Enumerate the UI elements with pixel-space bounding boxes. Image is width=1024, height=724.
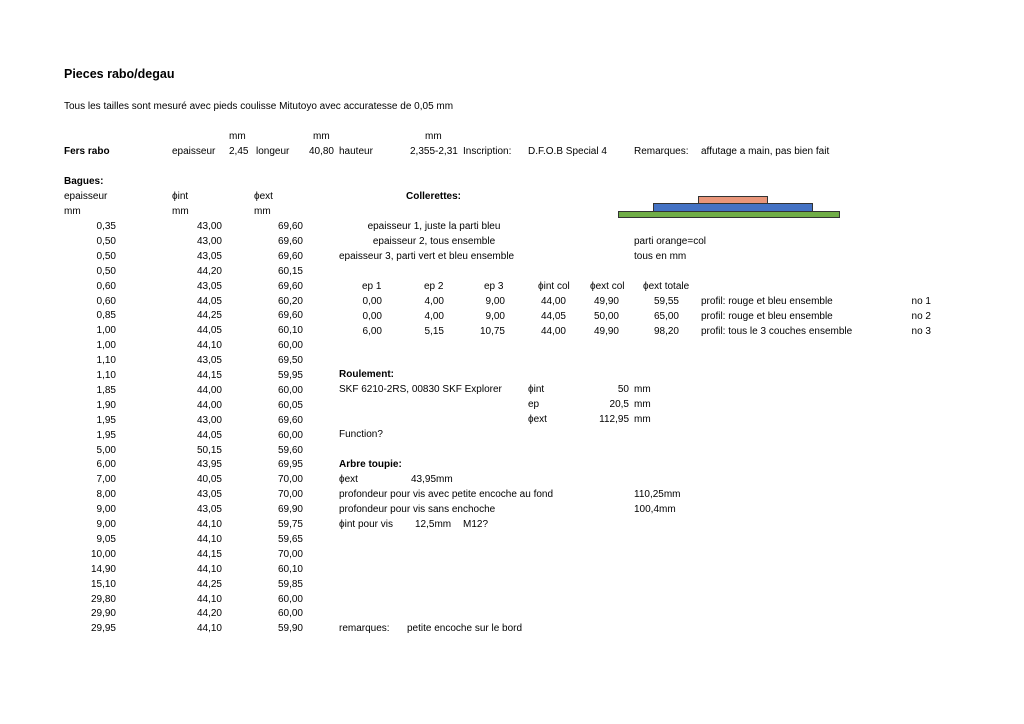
roulement-value: 20,5 xyxy=(609,399,629,410)
bagues-ep-cell: 29,90 xyxy=(90,608,116,620)
collerettes-cell: 98,20 xyxy=(653,325,679,337)
bagues-title: Bagues: xyxy=(64,176,104,187)
fers-rem-label: Remarques: xyxy=(634,146,689,157)
bagues-ext-cell: 69,50 xyxy=(277,355,303,367)
bagues-int-cell: 43,05 xyxy=(196,504,222,516)
bagues-ext-cell: 60,00 xyxy=(277,340,303,352)
bagues-ep-cell: 7,00 xyxy=(96,474,116,486)
roulement-label: ϕext xyxy=(528,414,547,425)
bagues-ext-cell: 60,05 xyxy=(277,399,303,411)
collerettes-cell: 9,00 xyxy=(485,310,505,322)
bagues-ep-cell: 1,00 xyxy=(96,325,116,337)
bagues-int-cell: 43,00 xyxy=(196,221,222,232)
bagues-ext-cell: 60,00 xyxy=(277,608,303,620)
collerettes-cell: 4,00 xyxy=(424,310,444,322)
bagues-ep-cell: 1,10 xyxy=(96,370,116,381)
bagues-ep-cell: 15,10 xyxy=(90,578,116,590)
collerettes-header: ϕext col xyxy=(590,281,625,292)
bagues-int-cell: 44,20 xyxy=(196,265,222,277)
bagues-ext-cell: 59,85 xyxy=(277,578,303,590)
bagues-ep-cell: 8,00 xyxy=(96,489,116,501)
arbre-title: Arbre toupie: xyxy=(339,459,402,470)
collerettes-title: Collerettes: xyxy=(406,191,462,202)
bagues-ep-cell: 0,50 xyxy=(96,235,116,247)
bagues-int-cell: 44,05 xyxy=(196,295,222,307)
bagues-ep-cell: 0,60 xyxy=(96,295,116,307)
bagues-ext-cell: 60,00 xyxy=(277,593,303,605)
bagues-unit: mm xyxy=(172,206,189,217)
roulement-unit: mm xyxy=(634,399,651,410)
bagues-ep-cell: 29,95 xyxy=(90,623,116,635)
bagues-int-cell: 43,00 xyxy=(196,235,222,247)
bagues-ext-cell: 60,00 xyxy=(277,429,303,441)
bagues-int-cell: 44,10 xyxy=(196,563,222,575)
bagues-int-cell: 44,10 xyxy=(196,519,222,530)
bagues-ext-cell: 59,60 xyxy=(277,444,303,456)
bagues-ep-cell: 1,10 xyxy=(96,355,116,367)
bagues-header-ep: epaisseur xyxy=(64,191,108,202)
fers-insc-label: Inscription: xyxy=(463,146,512,157)
bagues-ep-cell: 1,95 xyxy=(96,414,116,426)
arbre-prof1-value: 110,25mm xyxy=(634,489,681,500)
collerettes-header: ep 2 xyxy=(424,281,444,292)
unit-label: mm xyxy=(229,131,246,142)
bagues-header-int: ϕint xyxy=(172,191,189,202)
fers-haut-label: hauteur xyxy=(339,146,373,157)
remarques-label: remarques: xyxy=(339,623,390,634)
fers-haut-value: 2,355-2,31 xyxy=(410,146,458,157)
arbre-ext-value: 43,95mm xyxy=(411,474,453,485)
roulement-model: SKF 6210-2RS, 00830 SKF Explorer xyxy=(339,384,502,395)
bagues-ep-cell: 0,35 xyxy=(96,221,116,232)
collerettes-profil: profil: tous le 3 couches ensemble xyxy=(701,325,853,337)
collerettes-cell: 9,00 xyxy=(485,296,505,307)
bagues-int-cell: 44,10 xyxy=(196,593,222,605)
bagues-int-cell: 43,05 xyxy=(196,280,222,292)
fers-label: Fers rabo xyxy=(64,146,110,157)
bagues-ep-cell: 1,00 xyxy=(96,340,116,352)
collerettes-cell: 4,00 xyxy=(424,296,444,307)
bagues-int-cell: 44,00 xyxy=(196,384,222,396)
bagues-int-cell: 44,10 xyxy=(196,533,222,545)
bagues-int-cell: 44,00 xyxy=(196,399,222,411)
bagues-int-cell: 43,00 xyxy=(196,414,222,426)
subtitle: Tous les tailles sont mesuré avec pieds coulisse Mitutoyo avec accuratesse de 0,05 mm xyxy=(64,101,454,112)
bagues-ep-cell: 0,85 xyxy=(96,310,116,322)
collerettes-cell: 44,05 xyxy=(540,310,566,322)
bagues-ep-cell: 9,05 xyxy=(96,533,116,545)
collerettes-cell: 44,00 xyxy=(540,325,566,337)
bagues-ext-cell: 69,95 xyxy=(277,459,303,471)
unit-label: mm xyxy=(425,131,442,142)
arbre-int-value: 12,5mm xyxy=(415,519,452,530)
arbre-ext-label: ϕext xyxy=(339,474,358,485)
bagues-ext-cell: 69,60 xyxy=(277,221,303,232)
arbre-prof2-value: 100,4mm xyxy=(634,504,676,515)
bagues-ep-cell: 9,00 xyxy=(96,504,116,516)
roulement-function: Function? xyxy=(339,429,383,440)
bagues-unit: mm xyxy=(64,206,81,217)
bagues-ep-cell: 1,85 xyxy=(96,384,116,396)
bagues-ext-cell: 59,90 xyxy=(277,623,303,635)
fers-rem-value: affutage a main, pas bien fait xyxy=(701,146,830,157)
collerettes-header: ϕext totale xyxy=(643,281,690,292)
bagues-ext-cell: 69,90 xyxy=(277,504,303,516)
collerettes-legend-2: tous en mm xyxy=(634,251,687,262)
bagues-ep-cell: 1,95 xyxy=(96,429,116,441)
roulement-unit: mm xyxy=(634,414,651,425)
fers-ep-label: epaisseur xyxy=(172,146,216,157)
bagues-ep-cell: 29,80 xyxy=(90,593,116,605)
bagues-ep-cell: 14,90 xyxy=(90,563,116,575)
collerettes-note-1: epaisseur 1, juste la parti bleu xyxy=(367,221,501,232)
collerettes-no: no 2 xyxy=(911,310,931,322)
fers-long-value: 40,80 xyxy=(308,146,334,157)
collerettes-cell: 59,55 xyxy=(653,296,679,307)
bagues-ext-cell: 69,60 xyxy=(277,235,303,247)
roulement-label: ϕint xyxy=(528,384,545,395)
collerettes-cell: 50,00 xyxy=(593,310,619,322)
bagues-int-cell: 44,05 xyxy=(196,325,222,337)
bagues-ep-cell: 5,00 xyxy=(96,444,116,456)
page-title: Pieces rabo/degau xyxy=(64,67,175,81)
arbre-int-note: M12? xyxy=(463,519,489,530)
collerettes-note-2: epaisseur 2, tous ensemble xyxy=(372,236,496,247)
bagues-ext-cell: 59,95 xyxy=(277,370,303,381)
bagues-int-cell: 44,20 xyxy=(196,608,222,620)
arbre-prof1-label: profondeur pour vis avec petite encoche au fond xyxy=(339,489,554,500)
bagues-int-cell: 43,05 xyxy=(196,355,222,367)
bagues-ep-cell: 0,50 xyxy=(96,265,116,277)
collerettes-note-3: epaisseur 3, parti vert et bleu ensemble xyxy=(339,251,515,262)
bagues-int-cell: 43,05 xyxy=(196,489,222,501)
bagues-ext-cell: 70,00 xyxy=(277,489,303,501)
bagues-ext-cell: 60,10 xyxy=(277,563,303,575)
bagues-ext-cell: 60,20 xyxy=(277,295,303,307)
collerettes-profil: profil: rouge et bleu ensemble xyxy=(701,296,833,307)
bagues-ep-cell: 1,90 xyxy=(96,399,116,411)
bagues-ep-cell: 0,60 xyxy=(96,280,116,292)
collerettes-cell: 49,90 xyxy=(593,296,619,307)
bagues-header-ext: ϕext xyxy=(254,191,273,202)
bagues-ep-cell: 9,00 xyxy=(96,519,116,530)
bagues-ext-cell: 60,00 xyxy=(277,384,303,396)
collerettes-cell: 49,90 xyxy=(593,325,619,337)
bagues-int-cell: 50,15 xyxy=(196,444,222,456)
bagues-ext-cell: 69,60 xyxy=(277,280,303,292)
bagues-ep-cell: 0,50 xyxy=(96,250,116,262)
bagues-ext-cell: 69,60 xyxy=(277,310,303,322)
arbre-int-label: ϕint pour vis xyxy=(339,519,393,530)
roulement-value: 50 xyxy=(617,384,629,395)
collerettes-cell: 10,75 xyxy=(479,325,505,337)
bagues-ep-cell: 10,00 xyxy=(90,548,116,560)
bagues-int-cell: 44,10 xyxy=(196,340,222,352)
bagues-ext-cell: 69,60 xyxy=(277,414,303,426)
bagues-ext-cell: 60,15 xyxy=(277,265,303,277)
collerettes-cell: 44,00 xyxy=(540,296,566,307)
bagues-ep-cell: 6,00 xyxy=(96,459,116,471)
remarques-text: petite encoche sur le bord xyxy=(407,623,523,634)
collerettes-header: ϕint col xyxy=(538,281,570,292)
collerettes-header: ep 3 xyxy=(484,281,504,292)
fers-insc-value: D.F.O.B Special 4 xyxy=(528,146,607,157)
unit-label: mm xyxy=(313,131,330,142)
fers-ep-value: 2,45 xyxy=(229,146,249,157)
bagues-int-cell: 44,25 xyxy=(196,578,222,590)
bagues-int-cell: 44,15 xyxy=(196,548,222,560)
roulement-unit: mm xyxy=(634,384,651,395)
roulement-label: ep xyxy=(528,399,540,410)
bagues-ext-cell: 60,10 xyxy=(277,325,303,337)
bagues-int-cell: 44,10 xyxy=(196,623,222,635)
bagues-ext-cell: 59,65 xyxy=(277,533,303,545)
bagues-int-cell: 43,05 xyxy=(196,250,222,262)
collerettes-header: ep 1 xyxy=(362,281,382,292)
collerettes-cell: 5,15 xyxy=(424,325,444,337)
fers-long-label: longeur xyxy=(256,146,290,157)
arbre-prof2-label: profondeur pour vis sans enchoche xyxy=(339,504,496,515)
collerettes-no: no 1 xyxy=(911,296,931,307)
bagues-ext-cell: 59,75 xyxy=(277,519,303,530)
roulement-title: Roulement: xyxy=(339,369,394,380)
bagues-int-cell: 44,25 xyxy=(196,310,222,322)
roulement-value: 112,95 xyxy=(599,414,629,425)
bagues-ext-cell: 69,60 xyxy=(277,250,303,262)
collerettes-cell: 0,00 xyxy=(362,310,382,322)
bagues-ext-cell: 70,00 xyxy=(277,548,303,560)
bagues-int-cell: 43,95 xyxy=(196,459,222,471)
collerette-green-part xyxy=(618,211,840,218)
bagues-int-cell: 44,15 xyxy=(196,370,222,381)
collerettes-cell: 6,00 xyxy=(362,325,382,337)
bagues-unit: mm xyxy=(254,206,271,217)
collerettes-cell: 65,00 xyxy=(653,310,679,322)
bagues-ext-cell: 70,00 xyxy=(277,474,303,486)
bagues-int-cell: 40,05 xyxy=(196,474,222,486)
collerettes-legend-1: parti orange=col xyxy=(634,236,706,247)
bagues-int-cell: 44,05 xyxy=(196,429,222,441)
collerettes-profil: profil: rouge et bleu ensemble xyxy=(701,310,833,322)
collerettes-cell: 0,00 xyxy=(362,296,382,307)
collerettes-no: no 3 xyxy=(911,325,931,337)
